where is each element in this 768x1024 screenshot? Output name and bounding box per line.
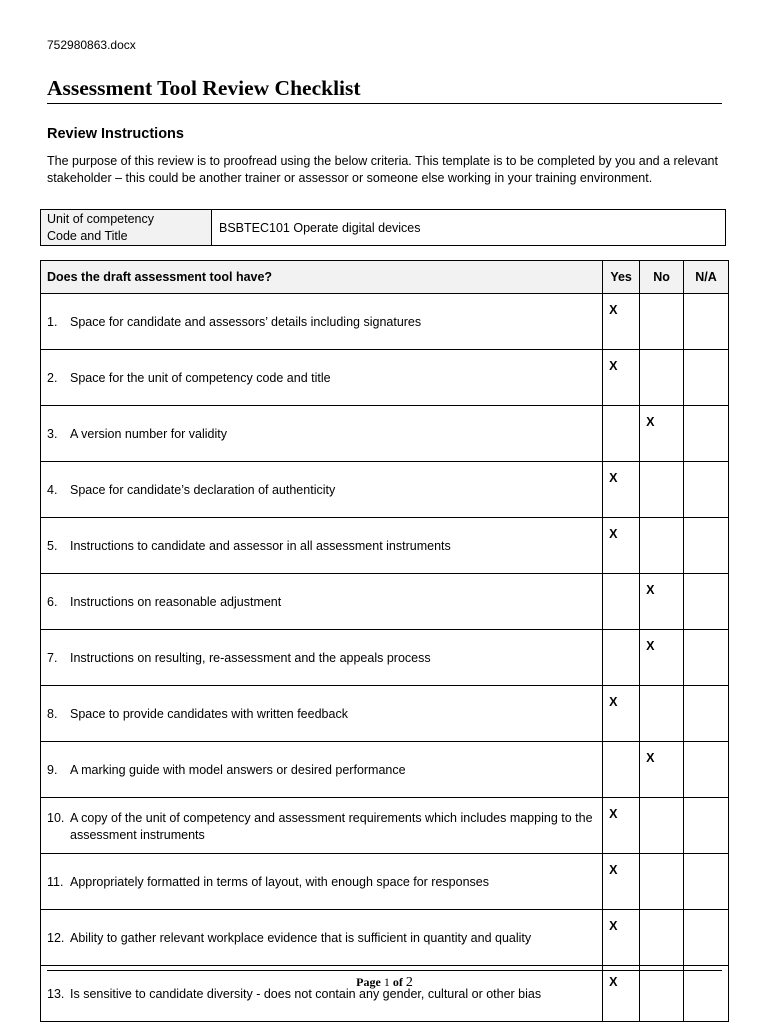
yes-cell[interactable] bbox=[603, 742, 640, 798]
checklist-row bbox=[41, 406, 729, 462]
question-header: Does the draft assessment tool have? bbox=[41, 261, 603, 294]
criterion-number: 13. bbox=[47, 987, 65, 1002]
criterion-cell bbox=[41, 406, 603, 462]
no-cell[interactable] bbox=[640, 854, 684, 910]
criterion-text: Instructions to candidate and assessor in all assessment instruments bbox=[70, 539, 451, 554]
unit-label-cell bbox=[41, 210, 212, 246]
criterion bbox=[47, 482, 596, 499]
criterion-text: Space for the unit of competency code and title bbox=[70, 371, 331, 386]
criterion-number: 7. bbox=[47, 651, 58, 666]
checklist-row bbox=[41, 350, 729, 406]
criterion bbox=[47, 706, 596, 723]
na-header: N/A bbox=[684, 261, 729, 294]
criterion-text: Is sensitive to candidate diversity - does not contain any gender, cultural or other bias bbox=[70, 987, 542, 1002]
criterion-number: 5. bbox=[47, 539, 58, 554]
checklist-row bbox=[41, 798, 729, 854]
no-header: No bbox=[640, 261, 684, 294]
checklist-row bbox=[41, 686, 729, 742]
criterion-cell bbox=[41, 630, 603, 686]
criterion-text: Ability to gather relevant workplace evidence that is sufficient in quantity and quality bbox=[70, 931, 532, 946]
criterion-cell bbox=[41, 462, 603, 518]
no-cell[interactable]: X bbox=[640, 574, 684, 630]
criterion-text: A marking guide with model answers or desired performance bbox=[70, 763, 406, 778]
checklist-header-row bbox=[41, 261, 729, 294]
yes-cell[interactable]: X bbox=[603, 350, 640, 406]
criterion-text: Instructions on reasonable adjustment bbox=[70, 595, 282, 610]
na-cell[interactable] bbox=[684, 910, 729, 966]
criterion-cell bbox=[41, 294, 603, 350]
no-cell[interactable] bbox=[640, 798, 684, 854]
checklist-row bbox=[41, 294, 729, 350]
no-cell[interactable] bbox=[640, 350, 684, 406]
checklist-row bbox=[41, 630, 729, 686]
checklist-row bbox=[41, 462, 729, 518]
criterion bbox=[47, 426, 596, 443]
criterion-cell bbox=[41, 686, 603, 742]
na-cell[interactable] bbox=[684, 294, 729, 350]
no-cell[interactable] bbox=[640, 910, 684, 966]
criterion-text: Appropriately formatted in terms of layout, with enough space for responses bbox=[70, 875, 489, 890]
no-cell[interactable] bbox=[640, 462, 684, 518]
criterion bbox=[47, 314, 596, 331]
criterion-text: A version number for validity bbox=[70, 427, 228, 442]
document-filename: 752980863.docx bbox=[47, 38, 136, 52]
no-cell[interactable]: X bbox=[640, 742, 684, 798]
yes-cell[interactable] bbox=[603, 406, 640, 462]
criterion-cell bbox=[41, 518, 603, 574]
unit-value-cell: BSBTEC101 Operate digital devices bbox=[212, 210, 726, 246]
na-cell[interactable] bbox=[684, 574, 729, 630]
criterion-text: Instructions on resulting, re-assessment and the appeals process bbox=[70, 651, 431, 666]
checklist-row bbox=[41, 574, 729, 630]
yes-cell[interactable] bbox=[603, 574, 640, 630]
section-heading: Review Instructions bbox=[47, 126, 184, 142]
na-cell[interactable] bbox=[684, 798, 729, 854]
yes-cell[interactable]: X bbox=[603, 686, 640, 742]
criterion bbox=[47, 810, 596, 843]
yes-cell[interactable]: X bbox=[603, 854, 640, 910]
criterion-number: 11. bbox=[47, 875, 64, 890]
checklist-row bbox=[41, 910, 729, 966]
checklist-row bbox=[41, 518, 729, 574]
criterion bbox=[47, 650, 596, 667]
unit-label-line1: Unit of competency bbox=[47, 212, 154, 226]
checklist-body bbox=[41, 294, 729, 1022]
yes-cell[interactable]: X bbox=[603, 294, 640, 350]
criterion-number: 6. bbox=[47, 595, 58, 610]
no-cell[interactable]: X bbox=[640, 630, 684, 686]
na-cell[interactable] bbox=[684, 854, 729, 910]
page-number: 1 bbox=[383, 975, 390, 989]
checklist-row bbox=[41, 742, 729, 798]
yes-cell[interactable]: X bbox=[603, 518, 640, 574]
criterion-number: 10. bbox=[47, 811, 65, 825]
yes-cell[interactable]: X bbox=[603, 910, 640, 966]
criterion bbox=[47, 762, 596, 779]
checklist-table bbox=[40, 260, 729, 1022]
criterion bbox=[47, 874, 596, 891]
no-cell[interactable] bbox=[640, 686, 684, 742]
criterion bbox=[47, 370, 596, 387]
of-word: of bbox=[392, 975, 403, 989]
criterion-number: 1. bbox=[47, 315, 58, 330]
na-cell[interactable] bbox=[684, 350, 729, 406]
yes-cell[interactable]: X bbox=[603, 798, 640, 854]
criterion bbox=[47, 930, 596, 947]
page-word: Page bbox=[356, 975, 381, 989]
document-title: Assessment Tool Review Checklist bbox=[47, 75, 722, 104]
criterion-number: 3. bbox=[47, 427, 58, 442]
na-cell[interactable] bbox=[684, 630, 729, 686]
criterion-cell bbox=[41, 742, 603, 798]
criterion-number: 12. bbox=[47, 931, 65, 946]
yes-header: Yes bbox=[603, 261, 640, 294]
unit-row bbox=[41, 210, 726, 246]
total-pages: 2 bbox=[405, 975, 413, 990]
criterion-text: A copy of the unit of competency and assessment requirements which includes mapping to the assessment instruments bbox=[70, 811, 593, 842]
criterion-cell bbox=[41, 350, 603, 406]
criterion-number: 8. bbox=[47, 707, 58, 722]
page-footer bbox=[47, 970, 722, 991]
yes-cell[interactable]: X bbox=[603, 966, 640, 1022]
criterion-cell bbox=[41, 574, 603, 630]
na-cell[interactable] bbox=[684, 406, 729, 462]
na-cell[interactable] bbox=[684, 462, 729, 518]
criterion-cell bbox=[41, 798, 603, 854]
criterion-text: Space to provide candidates with written feedback bbox=[70, 707, 348, 722]
criterion-number: 9. bbox=[47, 763, 58, 778]
yes-cell[interactable] bbox=[603, 630, 640, 686]
na-cell[interactable] bbox=[684, 686, 729, 742]
criterion-number: 4. bbox=[47, 483, 58, 498]
no-cell[interactable]: X bbox=[640, 406, 684, 462]
instructions-paragraph: The purpose of this review is to proofread using the below criteria. This template is to be completed by you and a relevant stakeholder – this could be another trainer or assessor or someone else working in your training environment. bbox=[47, 154, 718, 185]
yes-cell[interactable]: X bbox=[603, 462, 640, 518]
criterion-cell bbox=[41, 910, 603, 966]
criterion-text: Space for candidate’s declaration of authenticity bbox=[70, 483, 336, 498]
unit-table bbox=[40, 209, 726, 246]
criterion-text: Space for candidate and assessors’ details including signatures bbox=[70, 315, 422, 330]
checklist-row bbox=[41, 854, 729, 910]
unit-label-line2: Code and Title bbox=[47, 228, 128, 243]
criterion-number: 2. bbox=[47, 371, 58, 386]
na-cell[interactable] bbox=[684, 742, 729, 798]
criterion-cell bbox=[41, 854, 603, 910]
no-cell[interactable] bbox=[640, 518, 684, 574]
no-cell[interactable] bbox=[640, 294, 684, 350]
criterion bbox=[47, 538, 596, 555]
na-cell[interactable] bbox=[684, 518, 729, 574]
criterion bbox=[47, 594, 596, 611]
